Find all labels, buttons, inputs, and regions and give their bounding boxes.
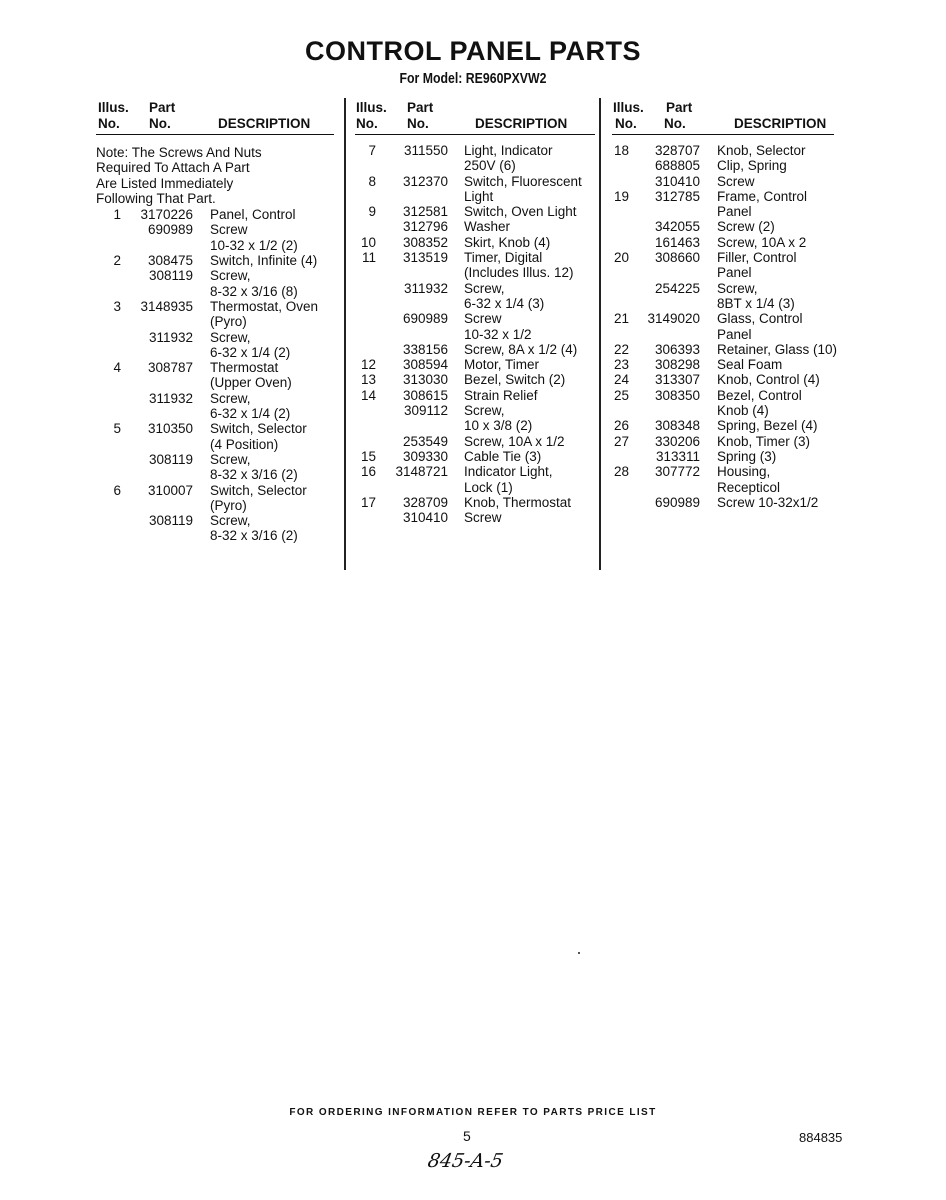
part-row bbox=[96, 437, 334, 452]
part-row bbox=[612, 143, 834, 158]
part-row bbox=[96, 391, 334, 406]
part-row bbox=[355, 449, 595, 464]
part-description: Skirt, Knob (4) bbox=[464, 234, 551, 250]
part-number: 308119 bbox=[148, 451, 193, 467]
part-row bbox=[96, 467, 334, 482]
part-header: Part bbox=[149, 100, 176, 115]
part-row bbox=[612, 219, 834, 234]
part-description: Switch, Selector bbox=[210, 421, 307, 437]
part-no-header: No. bbox=[407, 116, 429, 131]
illus-number: 3 bbox=[113, 298, 121, 314]
illus-number: 19 bbox=[613, 188, 629, 204]
illus-no-header: No. bbox=[356, 116, 378, 131]
part-row bbox=[612, 296, 834, 311]
part-row bbox=[355, 143, 595, 158]
part-row bbox=[612, 235, 834, 250]
part-description: Screw bbox=[717, 173, 755, 189]
description-header: DESCRIPTION bbox=[475, 116, 568, 131]
part-row bbox=[96, 483, 334, 498]
part-row bbox=[355, 311, 595, 326]
part-row bbox=[355, 388, 595, 403]
note-line: Required To Attach A Part bbox=[96, 160, 250, 176]
part-row bbox=[355, 464, 595, 479]
part-row bbox=[612, 189, 834, 204]
part-number: 308615 bbox=[402, 387, 448, 403]
part-description: Cable Tie (3) bbox=[464, 448, 542, 464]
part-description: 8-32 x 3/16 (2) bbox=[210, 528, 298, 544]
part-description: Screw (2) bbox=[717, 219, 775, 235]
part-row bbox=[96, 360, 334, 375]
part-number: 310410 bbox=[654, 173, 700, 189]
part-number: 253549 bbox=[402, 433, 448, 449]
note-line: Are Listed Immediately bbox=[96, 175, 234, 191]
part-number: 306393 bbox=[654, 341, 700, 357]
part-description: Screw, 10A x 2 bbox=[717, 234, 807, 250]
part-row bbox=[96, 299, 334, 314]
illus-number: 6 bbox=[113, 482, 121, 498]
part-row bbox=[612, 434, 834, 449]
part-row bbox=[612, 281, 834, 296]
part-description: (Upper Oven) bbox=[210, 375, 292, 391]
note-line: Following That Part. bbox=[96, 190, 216, 206]
part-description: Switch, Selector bbox=[210, 482, 307, 498]
part-number: 308348 bbox=[654, 418, 700, 434]
part-description: Screw, bbox=[464, 403, 505, 419]
part-row bbox=[612, 341, 838, 357]
part-number: 688805 bbox=[654, 158, 700, 174]
part-row bbox=[355, 434, 595, 449]
page-title: CONTROL PANEL PARTS bbox=[304, 36, 642, 66]
part-row bbox=[96, 207, 334, 222]
part-number: 309330 bbox=[402, 448, 448, 464]
part-description: Knob, Control (4) bbox=[717, 372, 820, 388]
part-number: 308787 bbox=[147, 360, 193, 376]
part-description: Seal Foam bbox=[717, 357, 783, 373]
part-description: Strain Relief bbox=[464, 387, 538, 403]
part-number: 313519 bbox=[402, 250, 448, 266]
part-description: Screw, bbox=[717, 280, 758, 296]
column-divider bbox=[344, 98, 346, 570]
part-number: 308119 bbox=[148, 513, 193, 529]
illus-number: 7 bbox=[368, 143, 376, 158]
illus-number: 16 bbox=[360, 464, 376, 480]
part-description: Panel, Control bbox=[210, 207, 296, 223]
illus-number: 28 bbox=[613, 464, 629, 480]
illus-number: 25 bbox=[613, 387, 629, 403]
part-number: 310350 bbox=[147, 421, 193, 437]
column-header bbox=[355, 100, 595, 135]
part-description: Lock (1) bbox=[464, 479, 513, 495]
illus-number: 5 bbox=[113, 421, 121, 437]
part-row bbox=[612, 418, 834, 433]
part-number: 690989 bbox=[402, 311, 448, 327]
part-row bbox=[355, 418, 595, 433]
part-description: Knob (4) bbox=[717, 403, 769, 419]
part-number: 312796 bbox=[402, 219, 448, 235]
part-row bbox=[612, 265, 834, 280]
part-number: 3170226 bbox=[140, 207, 193, 223]
part-description: Screw 10-32x1/2 bbox=[717, 494, 819, 510]
part-row bbox=[612, 158, 834, 173]
scan-speck bbox=[578, 952, 580, 954]
ordering-footer: FOR ORDERING INFORMATION REFER TO PARTS PRICE LIST bbox=[289, 1107, 657, 1118]
part-description: Switch, Fluorescent bbox=[464, 173, 582, 189]
illus-no-header: No. bbox=[98, 116, 120, 131]
part-number: 310410 bbox=[402, 510, 448, 526]
illus-number: 22 bbox=[613, 341, 629, 357]
part-row bbox=[96, 498, 334, 513]
page-number: 5 bbox=[463, 1128, 471, 1144]
part-row bbox=[612, 311, 834, 326]
part-number: 308119 bbox=[148, 268, 193, 284]
part-row bbox=[96, 528, 334, 543]
part-row bbox=[612, 480, 834, 495]
part-description: Knob, Timer (3) bbox=[717, 433, 811, 449]
part-description: Frame, Control bbox=[717, 188, 808, 204]
part-header: Part bbox=[407, 100, 434, 115]
part-number: 330206 bbox=[654, 433, 700, 449]
part-row bbox=[96, 222, 334, 237]
part-description: Screw, bbox=[210, 451, 251, 467]
part-row bbox=[612, 250, 834, 265]
parts-rows bbox=[96, 207, 334, 544]
part-row bbox=[355, 327, 595, 342]
part-description: Screw, bbox=[210, 268, 251, 284]
parts-column-3 bbox=[612, 100, 838, 510]
part-description: Screw bbox=[464, 311, 502, 327]
part-number: 3148721 bbox=[395, 464, 448, 480]
illus-number: 20 bbox=[613, 250, 629, 266]
part-row bbox=[612, 388, 834, 403]
part-number: 312581 bbox=[402, 204, 448, 220]
part-number: 311932 bbox=[403, 280, 448, 296]
part-row bbox=[355, 235, 595, 250]
part-description: Screw, 10A x 1/2 bbox=[464, 433, 565, 449]
illus-header: Illus. bbox=[356, 100, 387, 115]
part-description: (Pyro) bbox=[210, 497, 247, 513]
part-row bbox=[355, 495, 595, 510]
illus-number: 21 bbox=[613, 311, 629, 327]
illus-header: Illus. bbox=[613, 100, 644, 115]
part-number: 312785 bbox=[654, 188, 700, 204]
part-row bbox=[355, 250, 595, 265]
illus-number: 2 bbox=[113, 253, 121, 269]
part-row bbox=[355, 296, 595, 311]
part-number: 312370 bbox=[402, 173, 448, 189]
model-subtitle: For Model: RE960PXVW2 bbox=[399, 70, 547, 87]
document-number: 884835 bbox=[799, 1130, 843, 1145]
illus-number: 9 bbox=[368, 204, 376, 220]
part-number: 308350 bbox=[654, 387, 700, 403]
part-description: Housing, bbox=[717, 464, 771, 480]
part-row bbox=[612, 495, 834, 510]
illus-number: 27 bbox=[613, 433, 629, 449]
part-description: Indicator Light, bbox=[464, 464, 553, 480]
part-description: 6-32 x 1/4 (3) bbox=[464, 295, 545, 311]
part-number: 308352 bbox=[402, 234, 448, 250]
part-description: Spring, Bezel (4) bbox=[717, 418, 818, 434]
part-number: 328709 bbox=[402, 494, 448, 510]
part-number: 309112 bbox=[403, 403, 448, 419]
part-description: Panel bbox=[717, 204, 752, 220]
part-number: 254225 bbox=[654, 280, 700, 296]
part-row bbox=[355, 189, 595, 204]
parts-rows bbox=[612, 143, 838, 510]
part-number: 328707 bbox=[654, 143, 700, 158]
part-description: Switch, Infinite (4) bbox=[210, 253, 318, 269]
part-description: Retainer, Glass (10) bbox=[717, 341, 838, 357]
part-row bbox=[355, 510, 595, 525]
part-description: Knob, Thermostat bbox=[464, 494, 572, 510]
handwritten-note: 845-A-5 bbox=[426, 1150, 505, 1172]
part-description: Screw bbox=[210, 222, 248, 238]
part-row bbox=[355, 204, 595, 219]
part-description: Panel bbox=[717, 265, 752, 281]
part-description: Light bbox=[464, 188, 494, 204]
part-row bbox=[96, 452, 334, 467]
part-description: Panel bbox=[717, 326, 752, 342]
illus-number: 8 bbox=[368, 173, 376, 189]
part-number: 310007 bbox=[147, 482, 193, 498]
part-number: 308594 bbox=[402, 357, 448, 373]
part-number: 313030 bbox=[402, 372, 448, 388]
part-row bbox=[612, 174, 834, 189]
column-header bbox=[612, 100, 834, 135]
part-row bbox=[612, 372, 834, 387]
part-description: 8-32 x 3/16 (2) bbox=[210, 467, 298, 483]
description-header: DESCRIPTION bbox=[734, 116, 827, 131]
part-number: 308660 bbox=[654, 250, 700, 266]
part-row bbox=[96, 375, 334, 390]
part-number: 313311 bbox=[655, 448, 700, 464]
part-description: Switch, Oven Light bbox=[464, 204, 577, 220]
part-description: Screw, 8A x 1/2 (4) bbox=[464, 341, 578, 357]
part-description: Screw, bbox=[210, 329, 251, 345]
part-row bbox=[612, 449, 834, 464]
illus-number: 10 bbox=[360, 234, 376, 250]
part-description: Glass, Control bbox=[717, 311, 803, 327]
part-description: Screw, bbox=[464, 280, 505, 296]
part-description: 10 x 3/8 (2) bbox=[464, 418, 533, 434]
part-number: 313307 bbox=[654, 372, 700, 388]
illus-number: 23 bbox=[613, 357, 629, 373]
part-number: 3149020 bbox=[647, 311, 700, 327]
part-description: 10-32 x 1/2 (2) bbox=[210, 237, 298, 253]
part-description: 6-32 x 1/4 (2) bbox=[210, 406, 291, 422]
part-number: 311550 bbox=[403, 143, 448, 158]
part-row bbox=[355, 174, 595, 189]
part-description: Recepticol bbox=[717, 479, 781, 495]
column-divider bbox=[599, 98, 601, 570]
part-row bbox=[96, 513, 334, 528]
part-description: Timer, Digital bbox=[464, 250, 543, 266]
illus-number: 11 bbox=[361, 250, 376, 266]
illus-header: Illus. bbox=[98, 100, 129, 115]
illus-number: 13 bbox=[360, 372, 376, 388]
part-row bbox=[355, 158, 595, 173]
part-row bbox=[355, 342, 595, 357]
illus-number: 15 bbox=[360, 448, 376, 464]
part-description: Thermostat bbox=[210, 360, 279, 376]
illus-number: 24 bbox=[613, 372, 629, 388]
part-description: 6-32 x 1/4 (2) bbox=[210, 344, 291, 360]
part-row bbox=[96, 421, 334, 436]
part-description: Knob, Selector bbox=[717, 143, 806, 158]
part-row bbox=[612, 327, 834, 342]
part-number: 338156 bbox=[402, 341, 448, 357]
part-row bbox=[355, 265, 595, 280]
part-description: Thermostat, Oven bbox=[210, 298, 319, 314]
part-description: Screw bbox=[464, 510, 502, 526]
part-row bbox=[96, 314, 334, 329]
part-description: 8BT x 1/4 (3) bbox=[717, 295, 795, 311]
part-description: (4 Position) bbox=[210, 436, 279, 452]
part-number: 690989 bbox=[654, 494, 700, 510]
part-row bbox=[96, 238, 334, 253]
part-description: Bezel, Switch (2) bbox=[464, 372, 566, 388]
part-row bbox=[96, 345, 334, 360]
parts-column-2 bbox=[355, 100, 595, 525]
part-description: 250V (6) bbox=[464, 158, 516, 174]
part-description: Screw, bbox=[210, 513, 251, 529]
part-number: 161463 bbox=[654, 234, 700, 250]
screws-note bbox=[96, 145, 334, 206]
illus-number: 17 bbox=[360, 494, 376, 510]
part-row bbox=[96, 268, 334, 283]
part-description: 8-32 x 3/16 (8) bbox=[210, 283, 298, 299]
part-row bbox=[612, 403, 834, 418]
part-number: 342055 bbox=[654, 219, 700, 235]
illus-number: 26 bbox=[613, 418, 629, 434]
part-number: 308475 bbox=[147, 253, 193, 269]
part-row bbox=[355, 219, 595, 234]
part-row bbox=[612, 204, 834, 219]
part-number: 690989 bbox=[147, 222, 193, 238]
part-row bbox=[96, 253, 334, 268]
part-number: 308298 bbox=[654, 357, 700, 373]
part-row bbox=[96, 406, 334, 421]
part-row bbox=[355, 372, 595, 387]
illus-number: 4 bbox=[113, 360, 121, 376]
part-description: (Pyro) bbox=[210, 314, 247, 330]
parts-column-1 bbox=[96, 100, 334, 544]
illus-number: 12 bbox=[360, 357, 376, 373]
part-description: Spring (3) bbox=[717, 448, 777, 464]
part-no-header: No. bbox=[664, 116, 686, 131]
part-number: 3148935 bbox=[140, 298, 193, 314]
part-number: 311932 bbox=[148, 329, 193, 345]
part-description: Washer bbox=[464, 219, 511, 235]
part-description: Light, Indicator bbox=[464, 143, 553, 158]
illus-number: 18 bbox=[613, 143, 629, 158]
parts-rows bbox=[355, 143, 595, 525]
part-row bbox=[612, 357, 834, 372]
part-row bbox=[355, 480, 595, 495]
illus-number: 14 bbox=[360, 387, 376, 403]
column-header bbox=[96, 100, 334, 135]
part-header: Part bbox=[666, 100, 693, 115]
part-row bbox=[355, 281, 595, 296]
part-row bbox=[355, 357, 595, 372]
part-number: 307772 bbox=[654, 464, 700, 480]
part-row bbox=[612, 464, 834, 479]
part-description: Screw, bbox=[210, 390, 251, 406]
part-row bbox=[355, 403, 595, 418]
illus-number: 1 bbox=[113, 207, 121, 223]
part-no-header: No. bbox=[149, 116, 171, 131]
part-description: 10-32 x 1/2 bbox=[464, 326, 532, 342]
description-header: DESCRIPTION bbox=[218, 116, 311, 131]
part-description: Motor, Timer bbox=[464, 357, 540, 373]
part-description: Clip, Spring bbox=[717, 158, 787, 174]
illus-no-header: No. bbox=[615, 116, 637, 131]
part-row bbox=[96, 284, 334, 299]
note-line: Note: The Screws And Nuts bbox=[96, 145, 262, 160]
part-row bbox=[96, 330, 334, 345]
part-description: Bezel, Control bbox=[717, 387, 802, 403]
part-description: (Includes Illus. 12) bbox=[464, 265, 574, 281]
part-description: Filler, Control bbox=[717, 250, 797, 266]
part-number: 311932 bbox=[148, 390, 193, 406]
